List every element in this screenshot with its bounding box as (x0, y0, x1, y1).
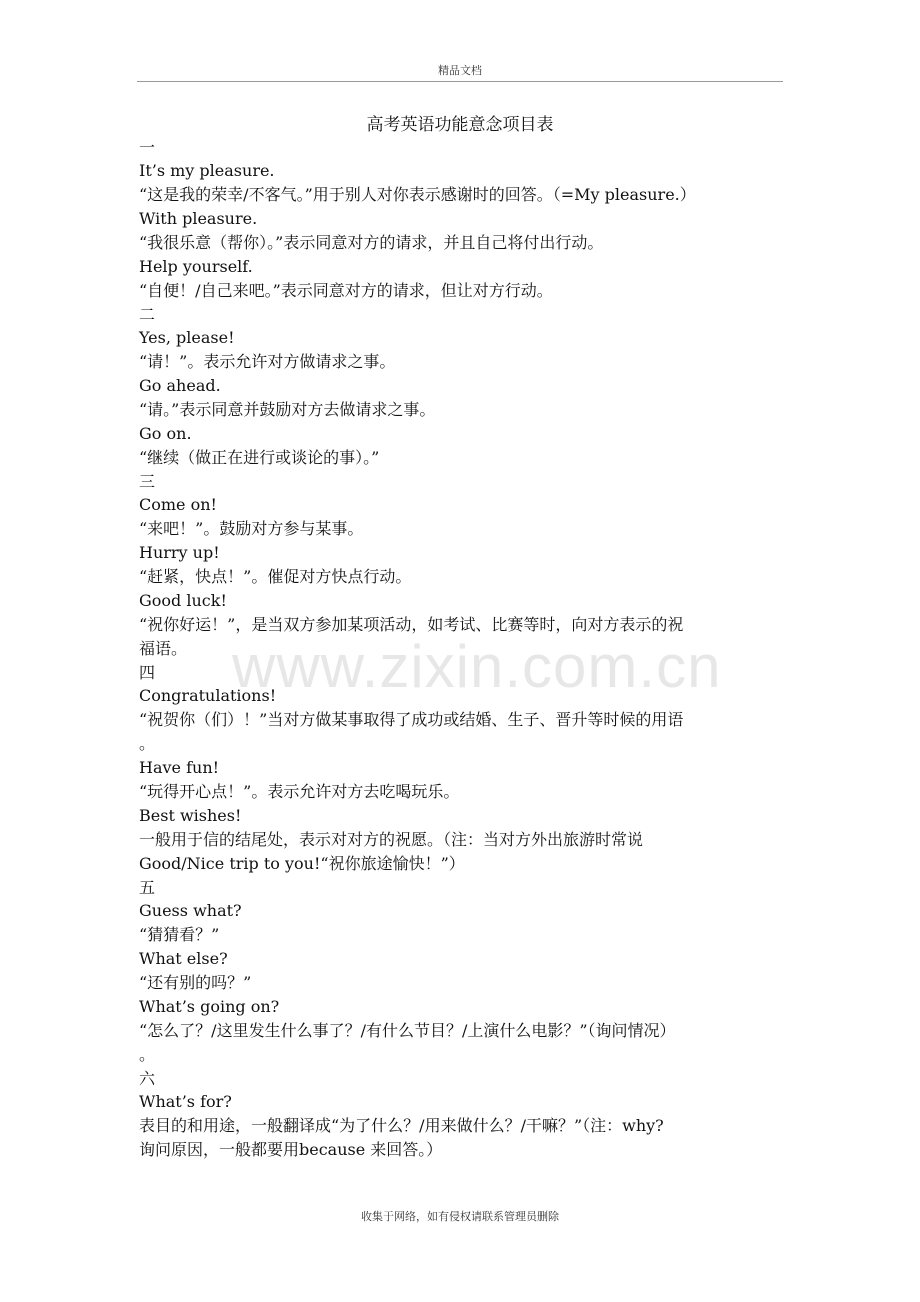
phrase-explanation: “祝贺你（们）！”当对方做某事取得了成功或结婚、生子、晋升等时候的用语 (139, 710, 684, 729)
phrase-english: What’s for? (139, 1092, 232, 1111)
section-number: 三 (139, 472, 156, 491)
phrase-explanation: “玩得开心点！”。表示允许对方去吃喝玩乐。 (139, 782, 460, 801)
section-number: 四 (139, 663, 156, 682)
phrase-explanation: Good/Nice trip to you!“祝你旅途愉快！”） (139, 854, 465, 873)
phrase-explanation: 福语。 (139, 639, 188, 658)
phrase-explanation: 表目的和用途，一般翻译成“为了什么？/用来做什么？/干嘛？”（注：why? (139, 1116, 664, 1135)
phrase-english: Guess what? (139, 901, 242, 920)
phrase-english: Help yourself. (139, 257, 253, 276)
phrase-explanation: 。 (139, 734, 156, 753)
phrase-english: It’s my pleasure. (139, 161, 275, 180)
phrase-english: Have fun! (139, 758, 220, 777)
document-title: 高考英语功能意念项目表 (366, 115, 554, 135)
section-number: 五 (139, 878, 156, 897)
phrase-explanation: “赶紧，快点！”。催促对方快点行动。 (139, 567, 412, 586)
phrase-explanation: “祝你好运！”，是当双方参加某项活动，如考试、比赛等时，向对方表示的祝 (139, 615, 684, 634)
phrase-english: Hurry up! (139, 543, 220, 562)
phrase-explanation: “请。”表示同意并鼓励对方去做请求之事。 (139, 400, 436, 419)
section-number: 一 (139, 138, 156, 157)
page-header: 精品文档 (438, 64, 482, 77)
phrase-explanation: 。 (139, 1045, 156, 1064)
phrase-explanation: “怎么了？/这里发生什么事了？/有什么节目？/上演什么电影？”（询问情况） (139, 1021, 676, 1040)
phrase-explanation: “继续（做正在进行或谈论的事）。” (139, 448, 380, 467)
phrase-english: Go ahead. (139, 376, 221, 395)
phrase-english: Yes, please! (139, 328, 235, 347)
page-footer: 收集于网络，如有侵权请联系管理员删除 (361, 1210, 559, 1223)
phrase-explanation: 一般用于信的结尾处，表示对对方的祝愿。（注：当对方外出旅游时常说 (139, 830, 644, 849)
phrase-explanation: “还有别的吗？” (139, 973, 252, 992)
phrase-english: With pleasure. (139, 209, 258, 228)
phrase-explanation: “请！”。表示允许对方做请求之事。 (139, 352, 396, 371)
phrase-english: Best wishes! (139, 806, 242, 825)
phrase-english: Good luck! (139, 591, 227, 610)
section-number: 二 (139, 305, 156, 324)
phrase-english: Go on. (139, 424, 192, 443)
phrase-explanation: “猜猜看？” (139, 925, 220, 944)
header-divider (137, 81, 783, 82)
phrase-english: Come on! (139, 495, 217, 514)
section-number: 六 (139, 1069, 156, 1088)
phrase-explanation: “这是我的荣幸/不客气。”用于别人对你表示感谢时的回答。（=My pleasure.） (139, 185, 696, 204)
phrase-explanation: “来吧！”。鼓励对方参与某事。 (139, 519, 364, 538)
watermark: www.zixin.com.cn (232, 633, 722, 700)
phrase-explanation: 询问原因，一般都要用because 来回答。） (139, 1140, 443, 1159)
phrase-english: What’s going on? (139, 997, 280, 1016)
phrase-english: What else? (139, 949, 228, 968)
phrase-english: Congratulations! (139, 686, 277, 705)
phrase-explanation: “自便！/自己来吧。”表示同意对方的请求，但让对方行动。 (139, 281, 553, 300)
phrase-explanation: “我很乐意（帮你）。”表示同意对方的请求，并且自己将付出行动。 (139, 233, 604, 252)
